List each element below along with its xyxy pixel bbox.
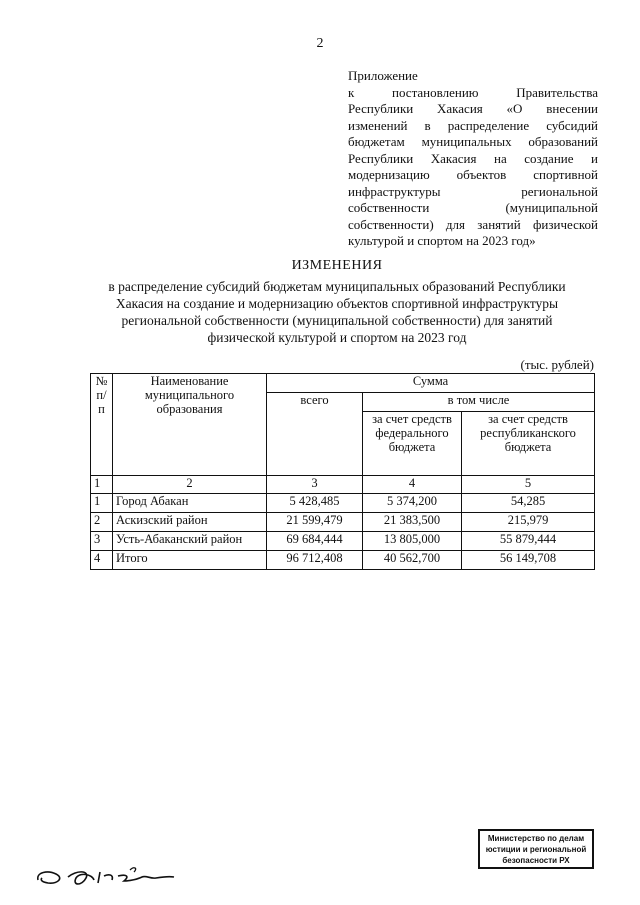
header-name: Наименование муниципального образования	[113, 374, 267, 476]
row-name: Город Абакан	[113, 494, 267, 513]
row-federal: 21 383,500	[363, 513, 462, 532]
appendix-line: модернизацию объектов спортивной	[348, 167, 598, 182]
stamp-line: безопасности РХ	[502, 856, 570, 865]
row-federal: 5 374,200	[363, 494, 462, 513]
stamp-line: Министерство по делам	[487, 834, 585, 843]
header-number: № п/п	[91, 374, 113, 476]
row-republic: 55 879,444	[462, 532, 595, 551]
header-republic: за счет средств республиканского бюджета	[462, 412, 595, 476]
header-total: всего	[267, 393, 363, 476]
table-row	[91, 532, 595, 551]
subtitle-line: в распределение субсидий бюджетам муниципальных образований Республики	[108, 279, 566, 294]
appendix-line: Республики Хакасия «О внесении	[348, 101, 598, 116]
row-number: 3	[91, 532, 113, 551]
row-name: Аскизский район	[113, 513, 267, 532]
appendix-line: собственности) для занятий физической	[348, 216, 598, 232]
signature-image	[34, 852, 194, 892]
row-total: 5 428,485	[267, 494, 363, 513]
header-including: в том числе	[363, 393, 595, 412]
row-number: 4	[91, 551, 113, 570]
appendix-line: культурой и спортом на 2023 год»	[348, 233, 536, 248]
units-label: (тыс. рублей)	[520, 357, 594, 372]
row-total: 96 712,408	[267, 551, 363, 570]
appendix-line: Приложение	[348, 68, 418, 83]
subtitle-line: региональной собственности (муниципальной собственности) для занятий	[121, 313, 553, 328]
subtitle-line: Хакасия на создание и модернизацию объектов спортивной инфраструктуры	[115, 296, 559, 311]
subsidy-table	[90, 373, 595, 570]
appendix-line: к постановлению Правительства	[348, 84, 598, 100]
col-number: 2	[113, 476, 267, 494]
header-sum: Сумма	[267, 374, 595, 393]
col-number: 3	[267, 476, 363, 494]
col-number: 5	[462, 476, 595, 494]
row-number: 2	[91, 513, 113, 532]
document-subtitle	[100, 278, 574, 346]
appendix-line: изменений в распределение субсидий	[348, 117, 598, 133]
row-federal: 40 562,700	[363, 551, 462, 570]
appendix-line: Республики Хакасия на создание и	[348, 150, 598, 166]
table-row	[91, 513, 595, 532]
subtitle-line: физической культурой и спортом на 2023 год	[207, 330, 467, 345]
header-federal: за счет средств федерального бюджета	[363, 412, 462, 476]
row-republic: 56 149,708	[462, 551, 595, 570]
ministry-stamp	[478, 829, 594, 869]
appendix-block	[348, 68, 598, 250]
row-total: 69 684,444	[267, 532, 363, 551]
row-republic: 215,979	[462, 513, 595, 532]
row-republic: 54,285	[462, 494, 595, 513]
col-number: 1	[91, 476, 113, 494]
row-name: Итого	[113, 551, 267, 570]
appendix-line: собственности (муниципальной	[348, 200, 598, 215]
stamp-line: юстиции и региональной	[485, 845, 587, 854]
page-number: 2	[316, 36, 324, 51]
table-row	[91, 551, 595, 570]
row-name: Усть-Абаканский район	[113, 532, 267, 551]
row-total: 21 599,479	[267, 513, 363, 532]
row-federal: 13 805,000	[363, 532, 462, 551]
appendix-line: инфраструктуры региональной	[348, 183, 598, 199]
appendix-line: бюджетам муниципальных образований	[348, 134, 598, 149]
column-numbers-row	[91, 476, 595, 494]
table-row	[91, 494, 595, 513]
row-number: 1	[91, 494, 113, 513]
document-title: ИЗМЕНЕНИЯ	[291, 258, 383, 273]
col-number: 4	[363, 476, 462, 494]
